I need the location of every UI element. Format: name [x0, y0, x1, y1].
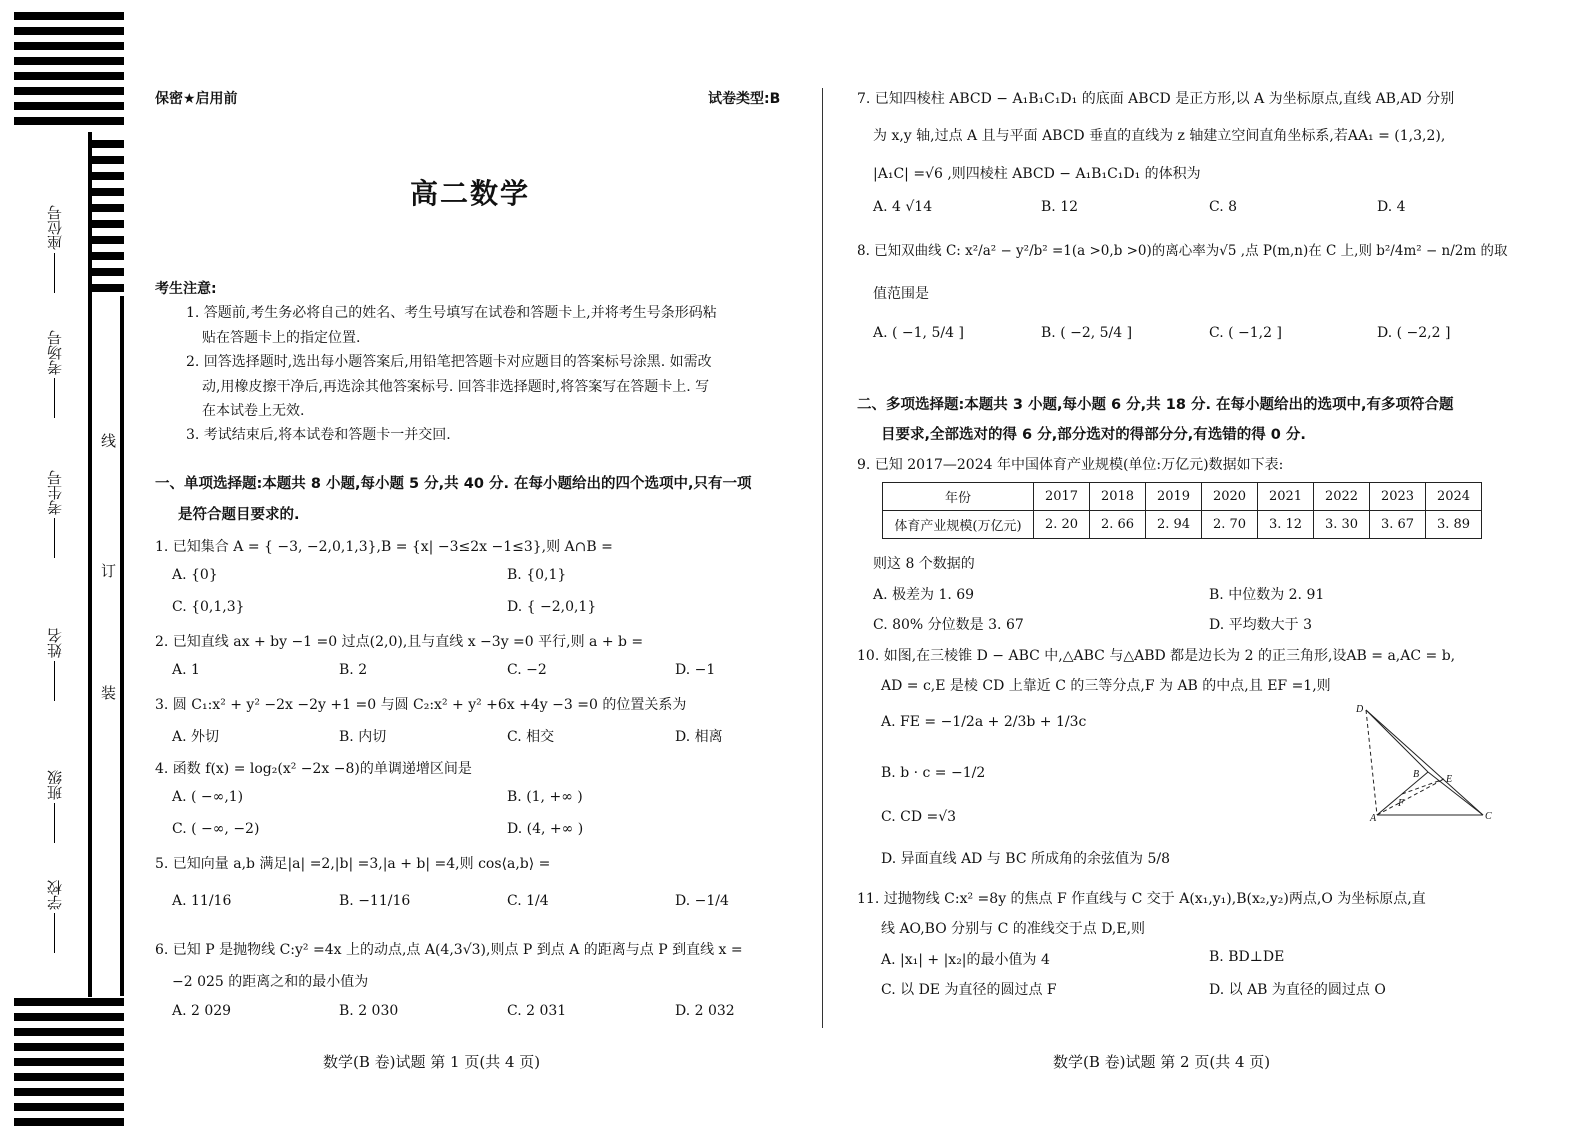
q10-option-b: B. b · c = −1/2 [881, 765, 986, 781]
q11-option-b: B. BD⊥DE [1209, 949, 1285, 965]
table-cell: 2023 [1370, 483, 1426, 511]
q4-option-d: D. (4, +∞ ) [507, 821, 584, 837]
page-divider [822, 88, 823, 1028]
q2-option-a: A. 1 [172, 662, 200, 678]
q2-option-c: C. −2 [507, 662, 547, 678]
q4-stem: 4. 函数 f(x) = log₂(x² −2x −8)的单调递增区间是 [155, 761, 472, 777]
fig-label-e: E [1446, 774, 1453, 785]
q11-option-a: A. |x₁| + |x₂|的最小值为 4 [881, 952, 1050, 968]
q3-stem: 3. 圆 C₁:x² + y² −2x −2y +1 =0 与圆 C₂:x² + y² +6x +4y −3 =0 的位置关系为 [155, 697, 687, 713]
q6-option-d: D. 2 032 [675, 1003, 735, 1019]
q7-stem-cont: 为 x,y 轴,过点 A 且与平面 ABCD 垂直的直线为 z 轴建立空间直角坐标系,若AA₁ = (1,3,2), [873, 128, 1446, 144]
table-cell: 3. 89 [1426, 511, 1482, 539]
table-cell: 2. 70 [1202, 511, 1258, 539]
section2-heading-cont: 目要求,全部选对的得 6 分,部分选对的得部分分,有选错的得 0 分. [881, 427, 1306, 443]
q9-option-b: B. 中位数为 2. 91 [1209, 587, 1325, 603]
table-cell: 3. 67 [1370, 511, 1426, 539]
q11-stem: 11. 过抛物线 C:x² =8y 的焦点 F 作直线与 C 交于 A(x₁,y₁),B(x₂,y₂)两点,O 为坐标原点,直 [857, 891, 1426, 907]
table-row [883, 511, 1482, 539]
candidate-number-label: 考生号 [44, 470, 65, 561]
fig-label-b: B [1413, 769, 1420, 780]
table-cell: 3. 30 [1314, 511, 1370, 539]
q5-option-c: C. 1/4 [507, 893, 549, 909]
q7-option-a: A. 4 √14 [873, 199, 933, 215]
q8-option-b: B. ( −2, 5/4 ] [1041, 325, 1133, 341]
q9-option-d: D. 平均数大于 3 [1209, 617, 1312, 633]
q2-option-b: B. 2 [339, 662, 368, 678]
seat-number-label: 座位号 [44, 205, 65, 296]
q5-stem: 5. 已知向量 a,b 满足|a| =2,|b| =3,|a + b| =4,则 cos⟨a,b⟩ = [155, 856, 551, 872]
q6-stem: 6. 已知 P 是抛物线 C:y² =4x 上的动点,点 A(4,3√3),则点 P 到点 A 的距离与点 P 到直线 x = [155, 942, 743, 958]
section1-heading: 一、单项选择题:本题共 8 小题,每小题 5 分,共 40 分. 在每小题给出的四个选项中,只有一项 [155, 476, 752, 492]
q7-stem: 7. 已知四棱柱 ABCD − A₁B₁C₁D₁ 的底面 ABCD 是正方形,以 A 为坐标原点,直线 AB,AD 分别 [857, 91, 1455, 107]
q9-option-a: A. 极差为 1. 69 [873, 587, 975, 603]
paper-type-header: 试卷类型:B [708, 91, 781, 107]
q7-option-d: D. 4 [1377, 199, 1406, 215]
table-header-cell: 体育产业规模(万亿元) [883, 511, 1034, 539]
q1-option-b: B. {0,1} [507, 567, 567, 583]
q3-option-a: A. 外切 [172, 729, 220, 745]
q7-option-c: C. 8 [1209, 199, 1238, 215]
q1-option-a: A. {0} [172, 567, 218, 583]
table-header-cell: 年份 [883, 483, 1034, 511]
fig-label-a: A [1370, 813, 1377, 824]
q1-option-d: D. { −2,0,1} [507, 599, 597, 615]
q6-stem-cont: −2 025 的距离之和的最小值为 [172, 974, 369, 990]
q10-option-c: C. CD =√3 [881, 809, 957, 825]
q2-stem: 2. 已知直线 ax + by −1 =0 过点(2,0),且与直线 x −3y =0 平行,则 a + b = [155, 634, 644, 650]
fig-label-d: D [1356, 704, 1364, 715]
table-cell: 2022 [1314, 483, 1370, 511]
q3-option-b: B. 内切 [339, 729, 387, 745]
q10-option-d: D. 异面直线 AD 与 BC 所成角的余弦值为 5/8 [881, 851, 1171, 867]
q8-option-c: C. ( −1,2 ] [1209, 325, 1282, 341]
table-cell: 2019 [1146, 483, 1202, 511]
binding-bind-word: 装 [101, 684, 117, 702]
notice-line: 3. 考试结束后,将本试卷和答题卡一并交回. [186, 427, 451, 443]
q6-option-a: A. 2 029 [172, 1003, 232, 1019]
q11-stem-cont: 线 AO,BO 分别与 C 的准线交于点 D,E,则 [881, 921, 1146, 937]
q4-option-a: A. ( −∞,1) [172, 789, 244, 805]
tetrahedron-figure [1350, 700, 1500, 825]
notice-line: 动,用橡皮擦干净后,再选涂其他答案标号. 回答非选择题时,将答案写在答题卡上. 写 [202, 379, 710, 395]
q7-option-b: B. 12 [1041, 199, 1079, 215]
notice-line: 1. 答题前,考生务必将自己的姓名、考生号填写在试卷和答题卡上,并将考生号条形码粘 [186, 305, 717, 321]
q11-option-d: D. 以 AB 为直径的圆过点 O [1209, 982, 1386, 998]
q9-data-table [882, 482, 1482, 539]
footer-page-1: 数学(B 卷)试题 第 1 页(共 4 页) [323, 1053, 541, 1071]
table-row [883, 483, 1482, 511]
fig-label-f: F [1398, 798, 1405, 809]
notice-line: 贴在答题卡上的指定位置. [202, 330, 361, 346]
q6-option-b: B. 2 030 [339, 1003, 399, 1019]
notice-line: 在本试卷上无效. [202, 403, 305, 419]
q8-stem-cont: 值范围是 [873, 286, 929, 302]
binding-order-word: 订 [101, 562, 117, 580]
table-cell: 2017 [1034, 483, 1090, 511]
table-cell: 2024 [1426, 483, 1482, 511]
table-cell: 3. 12 [1258, 511, 1314, 539]
q6-option-c: C. 2 031 [507, 1003, 567, 1019]
table-cell: 2021 [1258, 483, 1314, 511]
q9-after-table: 则这 8 个数据的 [873, 556, 975, 572]
footer-page-2: 数学(B 卷)试题 第 2 页(共 4 页) [1053, 1053, 1271, 1071]
section2-heading: 二、多项选择题:本题共 3 小题,每小题 6 分,共 18 分. 在每小题给出的选项中,有多项符合题 [857, 397, 1454, 413]
q4-option-c: C. ( −∞, −2) [172, 821, 260, 837]
q8-stem: 8. 已知双曲线 C: x²/a² − y²/b² =1(a >0,b >0)的离心率为√5 ,点 P(m,n)在 C 上,则 b²/4m² − n/2m 的取 [857, 243, 1508, 259]
q5-option-b: B. −11/16 [339, 893, 411, 909]
exam-room-label: 考场号 [44, 330, 65, 421]
q10-option-a: A. FE = −1/2a + 2/3b + 1/3c [881, 714, 1087, 730]
binding-margin [0, 0, 130, 1138]
q1-option-c: C. {0,1,3} [172, 599, 245, 615]
table-cell: 2. 94 [1146, 511, 1202, 539]
name-label: 姓名 [44, 628, 65, 704]
q9-option-c: C. 80% 分位数是 3. 67 [873, 617, 1024, 633]
q10-stem-cont: AD = c,E 是棱 CD 上靠近 C 的三等分点,F 为 AB 的中点,且 EF =1,则 [881, 678, 1331, 694]
q2-option-d: D. −1 [675, 662, 716, 678]
q5-option-a: A. 11/16 [172, 893, 232, 909]
table-cell: 2020 [1202, 483, 1258, 511]
q10-stem: 10. 如图,在三棱锥 D − ABC 中,△ABC 与△ABD 都是边长为 2 的正三角形,设AB = a,AC = b, [857, 648, 1456, 664]
q7-stem-cont2: |A₁C| =√6 ,则四棱柱 ABCD − A₁B₁C₁D₁ 的体积为 [873, 166, 1201, 182]
q3-option-d: D. 相离 [675, 729, 723, 745]
q9-stem: 9. 已知 2017—2024 年中国体育产业规模(单位:万亿元)数据如下表: [857, 457, 1284, 473]
binding-line-word: 线 [101, 432, 117, 450]
confidential-header: 保密★启用前 [155, 91, 238, 107]
q1-stem: 1. 已知集合 A = { −3, −2,0,1,3},B = {x| −3≤2x −1≤3},则 A∩B = [155, 539, 613, 555]
q8-option-d: D. ( −2,2 ] [1377, 325, 1451, 341]
notice-line: 2. 回答选择题时,选出每小题答案后,用铅笔把答题卡对应题目的答案标号涂黑. 如需改 [186, 354, 712, 370]
table-cell: 2. 20 [1034, 511, 1090, 539]
q8-option-a: A. ( −1, 5/4 ] [873, 325, 964, 341]
q5-option-d: D. −1/4 [675, 893, 729, 909]
table-cell: 2. 66 [1090, 511, 1146, 539]
section1-heading-cont: 是符合题目要求的. [178, 507, 300, 523]
q4-option-b: B. (1, +∞ ) [507, 789, 583, 805]
class-label: 班级 [44, 770, 65, 846]
notice-heading: 考生注意: [155, 281, 217, 297]
table-cell: 2018 [1090, 483, 1146, 511]
page-title: 高二数学 [410, 177, 531, 210]
fig-label-c: C [1485, 811, 1492, 822]
q11-option-c: C. 以 DE 为直径的圆过点 F [881, 982, 1057, 998]
q3-option-c: C. 相交 [507, 729, 555, 745]
school-label: 学校 [44, 880, 65, 956]
